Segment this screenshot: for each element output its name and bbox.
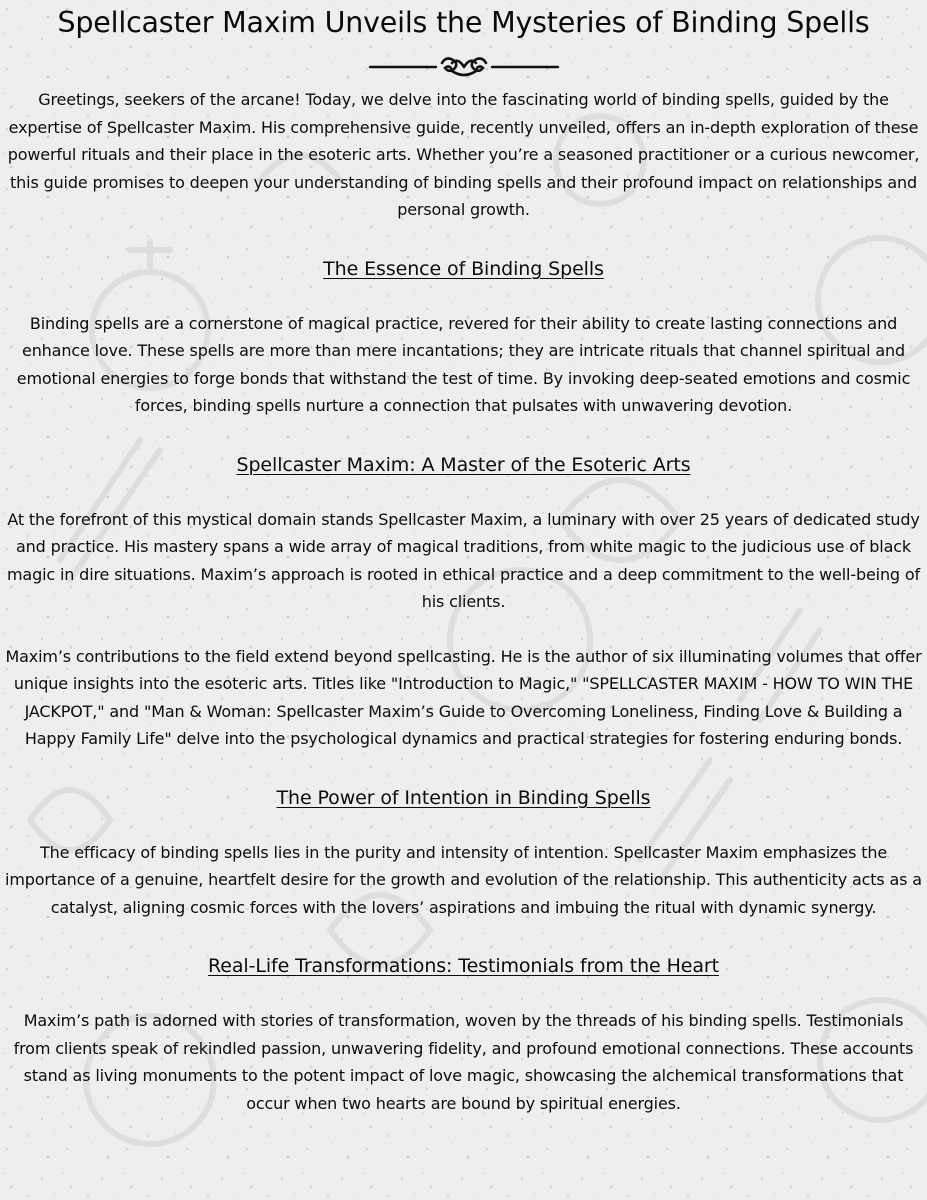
section-heading: The Essence of Binding Spells [323, 257, 604, 280]
section-paragraph: At the forefront of this mystical domain stands Spellcaster Maxim, a luminary with over 25 years of dedicated study and practice. His mastery spans a wide array of magical traditions, from white magic to the judicious use of black magic in dire situations. Maxim’s approach is rooted in ethical practice and a deep commitment to the well-being of his clients. [6, 509, 921, 611]
section-heading: Spellcaster Maxim: A Master of the Esoteric Arts [236, 453, 691, 476]
section-paragraph: Maxim’s contributions to the field extend beyond spellcasting. He is the author of six illuminating volumes that offer unique insights into the esoteric arts. Titles like "Introduction to Magic," "SPELLCASTER MAXIM - HOW TO WIN THE JACKPOT," and "Man & Woman: Spellcaster Maxim’s Guide to Overcoming Loneliness, Finding Love & Building a Happy Family Life" delve into the psychological dynamics and practical strategies for fostering enduring bonds. [5, 646, 922, 748]
section-paragraph: Maxim’s path is adorned with stories of transformation, woven by the threads of his binding spells. Testimonials from clients speak of rekindled passion, unwavering fidelity, and profound emotional connections. These accounts stand as living monuments to the potent impact of love magic, showcasing the alchemical transformations that occur when two hearts are bound by spiritual energies. [13, 1011, 914, 1113]
section-paragraph: Binding spells are a cornerstone of magical practice, revered for their ability to create lasting connections and enhance love. These spells are more than mere incantations; they are intricate rituals that channel spiritual and emotional energies to forge bonds that withstand the test of time. By invoking deep-seated emotions and cosmic forces, binding spells nurture a connection that pulsates with unwavering devotion. [16, 313, 911, 415]
section-paragraph: The efficacy of binding spells lies in the purity and intensity of intention. Spellcaster Maxim emphasizes the importance of a genuine, heartfelt desire for the growth and evolution of the relationship. This authenticity acts as a catalyst, aligning cosmic forces with the lovers’ aspirations and imbuing the ritual with dynamic synergy. [5, 842, 922, 917]
intro-paragraph: Greetings, seekers of the arcane! Today, we delve into the fascinating world of binding spells, guided by the expertise of Spellcaster Maxim. His comprehensive guide, recently unveiled, offers an in-depth exploration of these powerful rituals and their place in the esoteric arts. Whether you’re a seasoned practitioner or a curious newcomer, this guide promises to deepen your understanding of binding spells and their profound impact on relationships and personal growth. [7, 90, 920, 219]
section-heading: The Power of Intention in Binding Spells [276, 786, 651, 809]
section-heading: Real-Life Transformations: Testimonials from the Heart [208, 955, 719, 977]
page-title: Spellcaster Maxim Unveils the Mysteries of Binding Spells [57, 6, 870, 39]
ornament-divider-icon [364, 53, 564, 81]
